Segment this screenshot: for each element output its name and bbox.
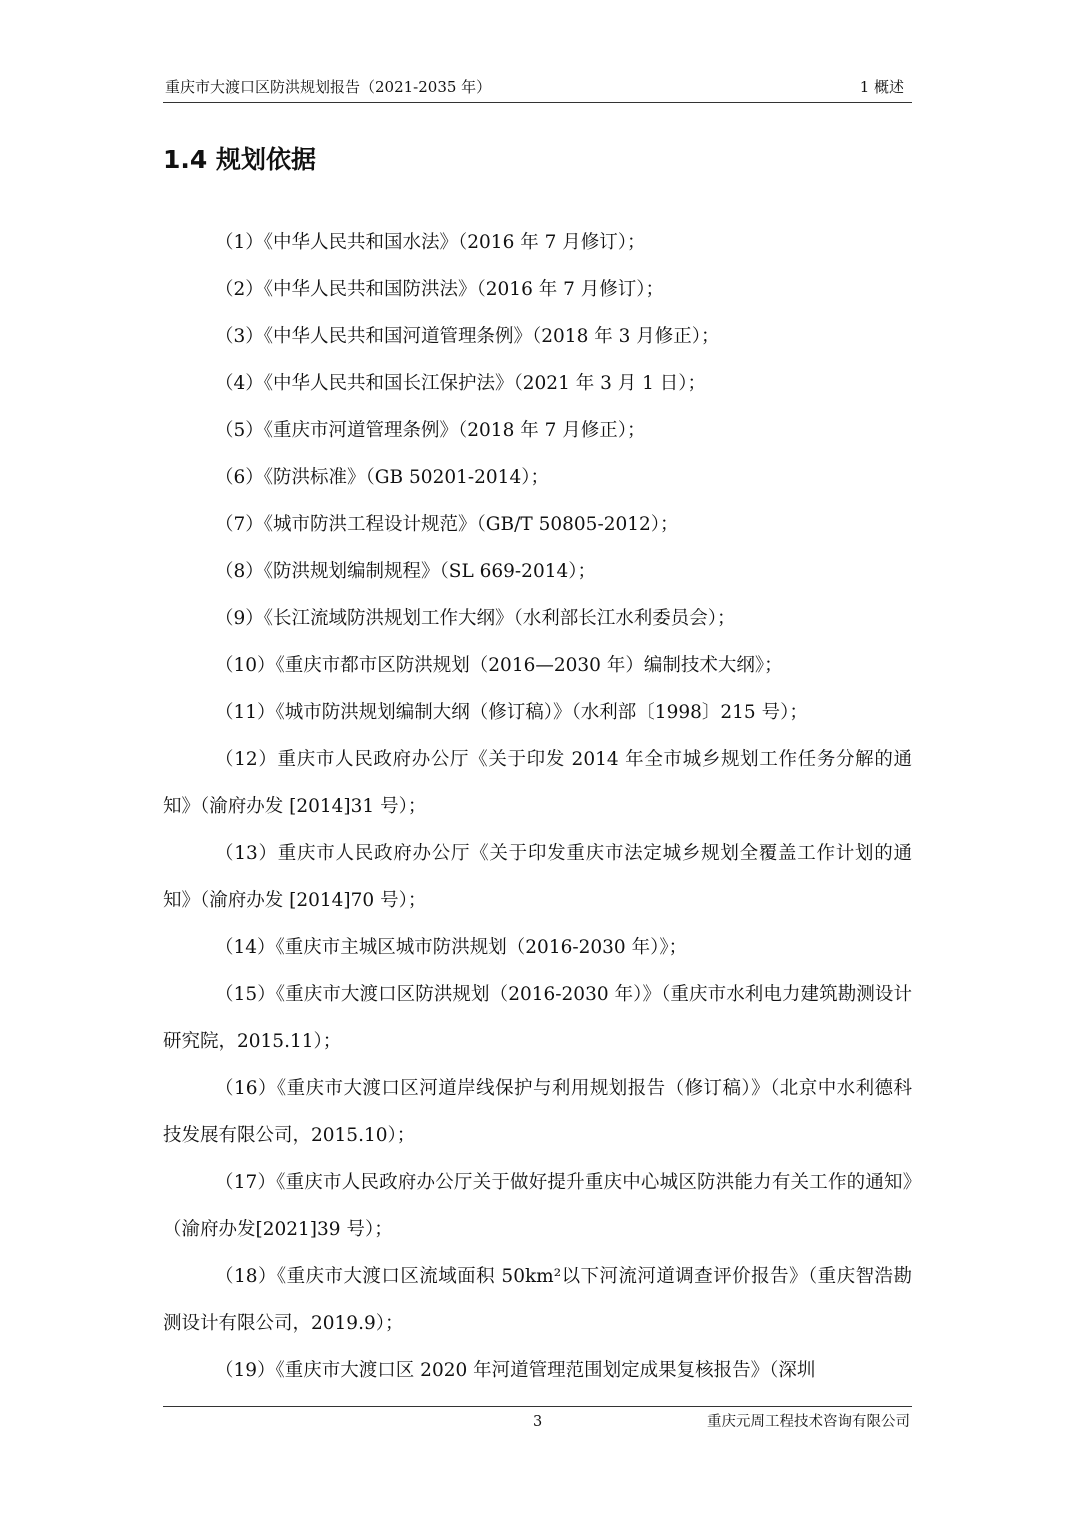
reference-item: （7）《城市防洪工程设计规范》（GB/T 50805-2012）； — [215, 514, 679, 535]
page-number: 3 — [533, 1414, 543, 1430]
reference-item: （14）《重庆市主城区城市防洪规划（2016-2030 年）》； — [215, 937, 688, 958]
reference-item: （11）《城市防洪规划编制大纲（修订稿）》（水利部〔1998〕215 号）； — [215, 702, 808, 723]
reference-item: （16）《重庆市大渡口区河道岸线保护与利用规划报告（修订稿）》（北京中水利德科技发展有限公司，2015.10）； — [163, 1078, 912, 1146]
page-footer — [163, 1406, 912, 1437]
reference-item: （3）《中华人民共和国河道管理条例》（2018 年 3 月修正）； — [215, 326, 720, 347]
reference-item: （9）《长江流域防洪规划工作大纲》（水利部长江水利委员会）； — [215, 608, 736, 629]
reference-list — [163, 219, 912, 1394]
reference-item: （18）《重庆市大渡口区流域面积 50km²以下河流河道调查评价报告》（重庆智浩勘测设计有限公司，2019.9）； — [163, 1266, 912, 1334]
reference-item: （5）《重庆市河道管理条例》（2018 年 7 月修正）； — [215, 420, 646, 441]
reference-item: （2）《中华人民共和国防洪法》（2016 年 7 月修订）； — [215, 279, 665, 300]
page-header — [163, 76, 912, 103]
report-title: 重庆市大渡口区防洪规划报告（2021-2035 年） — [165, 78, 492, 96]
reference-item: （13）重庆市人民政府办公厅《关于印发重庆市法定城乡规划全覆盖工作计划的通知》（渝府办发 [2014]70 号）； — [163, 843, 912, 911]
reference-item: （10）《重庆市都市区防洪规划（2016—2030 年）编制技术大纲》； — [215, 655, 783, 676]
reference-item: （19）《重庆市大渡口区 2020 年河道管理范围划定成果复核报告》（深圳 — [215, 1360, 816, 1381]
reference-item: （17）《重庆市人民政府办公厅关于做好提升重庆中心城区防洪能力有关工作的通知》（渝府办发[2021]39 号）； — [163, 1172, 912, 1240]
reference-item: （6）《防洪标准》（GB 50201-2014）； — [215, 467, 549, 488]
reference-item: （8）《防洪规划编制规程》（SL 669-2014）； — [215, 561, 597, 582]
reference-item: （15）《重庆市大渡口区防洪规划（2016-2030 年）》（重庆市水利电力建筑勘测设计研究院，2015.11）； — [163, 984, 912, 1052]
section-heading: 1.4 规划依据 — [163, 145, 316, 174]
company-name: 重庆元周工程技术咨询有限公司 — [707, 1414, 910, 1430]
reference-item: （4）《中华人民共和国长江保护法》（2021 年 3 月 1 日）； — [215, 373, 707, 394]
reference-item: （12）重庆市人民政府办公厅《关于印发 2014 年全市城乡规划工作任务分解的通知》（渝府办发 [2014]31 号）； — [163, 749, 912, 817]
reference-item: （1）《中华人民共和国水法》（2016 年 7 月修订）； — [215, 232, 646, 253]
chapter-label: 1 概述 — [859, 78, 904, 96]
